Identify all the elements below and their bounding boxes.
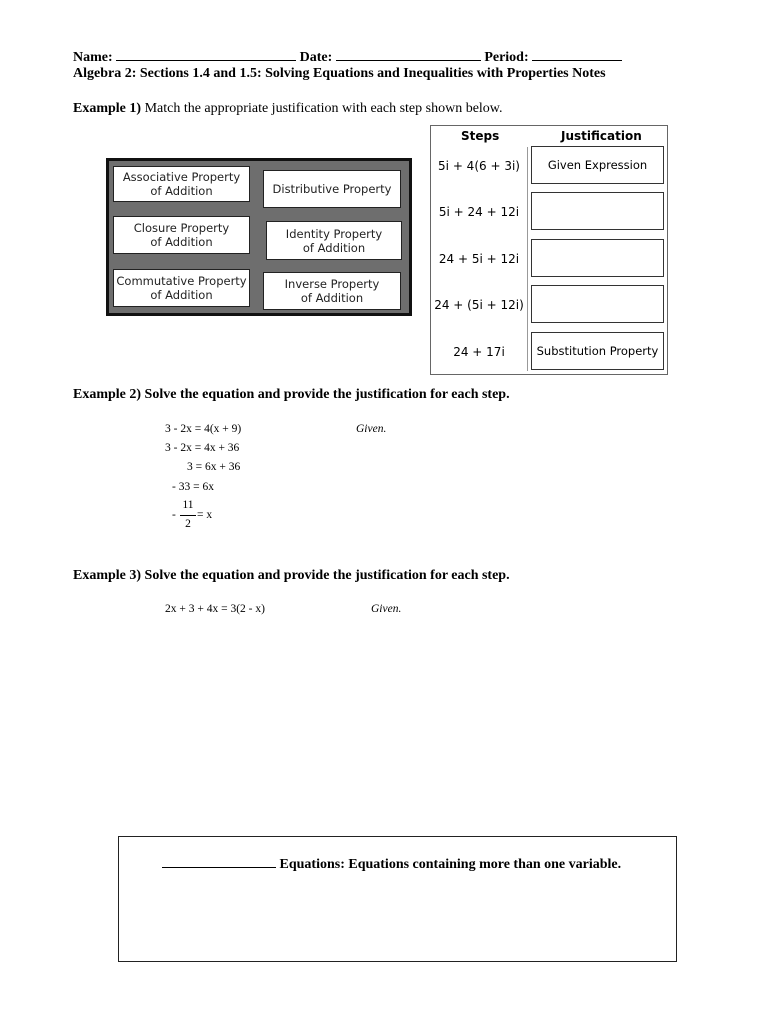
property-card[interactable]: Associative Property of Addition [113, 166, 250, 202]
example1-prompt [73, 101, 503, 117]
justification-box[interactable] [531, 192, 664, 230]
equation-step: 2x + 3 + 4x = 3(2 - x) [165, 603, 265, 615]
justification-box[interactable]: Given Expression [531, 146, 664, 184]
period-blank[interactable] [532, 48, 622, 61]
justification-header: Justification [561, 129, 642, 143]
justification-box[interactable]: Substitution Property [531, 332, 664, 370]
justification-box[interactable] [531, 285, 664, 323]
header-fields [73, 48, 622, 66]
definition-text: Equations: Equations containing more than one variable. [279, 857, 622, 872]
property-card[interactable]: Distributive Property [263, 170, 401, 208]
steps-table [430, 125, 668, 375]
definition-line [162, 855, 621, 873]
name-label: Name: [73, 50, 113, 65]
example1-label: Example 1) [73, 101, 142, 116]
equation-step: 3 - 2x = 4(x + 9) [165, 423, 242, 435]
date-label: Date: [299, 50, 333, 65]
property-card[interactable]: Identity Property of Addition [266, 221, 402, 260]
property-card[interactable]: Inverse Property of Addition [263, 272, 401, 310]
step-expression: 5i + 24 + 12i [438, 205, 520, 219]
justification-box[interactable] [531, 239, 664, 277]
example3-heading: Example 3) Solve the equation and provide the justification for each step. [73, 568, 510, 583]
example2-heading: Example 2) Solve the equation and provide the justification for each step. [73, 387, 510, 402]
fraction-denominator: 2 [185, 518, 191, 530]
step-expression: 24 + 5i + 12i [438, 252, 520, 266]
property-card[interactable]: Closure Property of Addition [113, 216, 250, 254]
equation-step: 3 - 2x = 4x + 36 [165, 442, 240, 454]
example1-instruction: Match the appropriate justification with each step shown below. [144, 101, 503, 116]
step-expression: 24 + 17i [453, 345, 505, 359]
property-card[interactable]: Commutative Property of Addition [113, 269, 250, 307]
fraction-rhs: = x [197, 509, 213, 521]
steps-header: Steps [461, 129, 500, 143]
page-title: Algebra 2: Sections 1.4 and 1.5: Solving Equations and Inequalities with Properties Notes [73, 66, 606, 81]
fraction-sign: - [172, 509, 176, 521]
equation-step: - 33 = 6x [172, 481, 214, 493]
property-bank [106, 158, 412, 316]
step-expression: 5i + 4(6 + 3i) [438, 159, 520, 173]
equation-step: 3 = 6x + 36 [187, 461, 241, 473]
definition-blank[interactable] [162, 855, 276, 868]
period-label: Period: [484, 50, 529, 65]
column-divider [527, 147, 528, 371]
fraction-numerator: 11 [182, 499, 194, 511]
fraction-bar [180, 515, 196, 516]
date-blank[interactable] [336, 48, 481, 61]
given-justification: Given. [371, 603, 402, 615]
step-expression: 24 + (5i + 12i) [434, 298, 524, 312]
name-blank[interactable] [116, 48, 296, 61]
given-justification: Given. [356, 423, 387, 435]
